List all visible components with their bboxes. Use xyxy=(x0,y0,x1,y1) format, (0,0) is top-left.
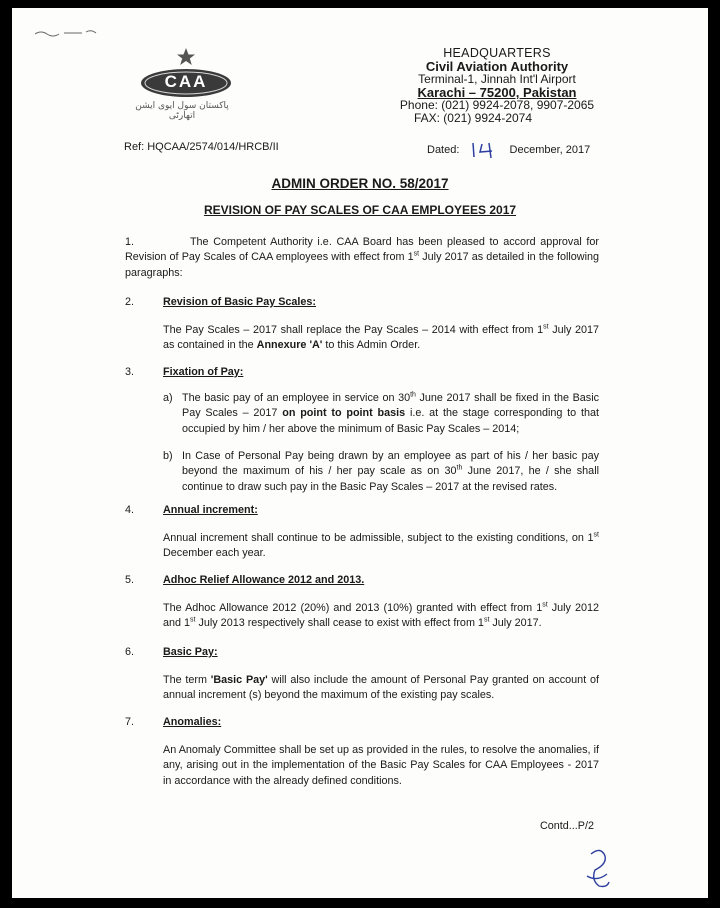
para-text: June 2017, he / she shall continue to draw such pay in the Basic Pay Scales – 2017 at the revised rates. xyxy=(182,465,599,493)
handwritten-day xyxy=(468,141,502,159)
para-text: June 2017 shall be fixed in the Basic Pay Scales – 2017 xyxy=(182,392,599,420)
para-text: July 2017 as contained in the xyxy=(163,324,600,352)
address-line: Terminal-1, Jinnah Int'l Airport xyxy=(418,72,576,86)
section-heading: Revision of Basic Pay Scales: xyxy=(163,296,317,308)
superscript: th xyxy=(456,464,463,472)
dated-rest: December, 2017 xyxy=(509,144,591,156)
superscript: st xyxy=(542,601,548,609)
superscript: st xyxy=(190,616,196,624)
section-6-text xyxy=(163,673,599,704)
caa-logo xyxy=(122,46,242,126)
section-7-text: An Anomaly Committee shall be set up as provided in the rules, to resolve the anomalies, if any, arising out in the implementation of the Basic Pay Scales for CAA Employees - 2017 in accordance with the already defined conditions. xyxy=(163,744,599,787)
para-text: December each year. xyxy=(163,547,266,560)
item-label: a) xyxy=(163,392,173,404)
hq-line: HEADQUARTERS xyxy=(443,46,551,60)
section-number: 6. xyxy=(125,646,135,658)
section-number: 3. xyxy=(125,366,135,378)
superscript: st xyxy=(413,250,420,258)
phone-line: Phone: (021) 9924-2078, 9907-2065 xyxy=(399,98,595,112)
section-heading: Basic Pay: xyxy=(163,646,218,658)
section-number: 2. xyxy=(125,296,135,308)
letterhead-address xyxy=(372,47,622,125)
superscript: st xyxy=(593,531,599,539)
order-title-text: ADMIN ORDER NO. 58/2017 xyxy=(271,176,449,191)
logo-urdu-text: پاکستان سول ایوی ایشن اتھارٹی xyxy=(135,101,229,121)
para-text: to this Admin Order. xyxy=(322,339,421,352)
para-text: July 2017. xyxy=(489,617,542,630)
reference-number: Ref: HQCAA/2574/014/HRCB/II xyxy=(124,141,279,153)
order-title xyxy=(12,176,708,191)
para-text: The Competent Authority i.e. CAA Board has been pleased to accord approval for Revision of Pay Scales of CAA employees with effect from 1 xyxy=(125,236,599,264)
section-3b-text xyxy=(182,449,599,495)
annexure-ref: Annexure 'A' xyxy=(256,339,323,352)
section-heading: Annual increment: xyxy=(163,504,258,516)
para-text: The term xyxy=(163,674,211,686)
para-text: The basic pay of an employee in service on 30 xyxy=(182,392,411,404)
para-text: i.e. at the stage corresponding to that occupied by him / her above the minimum of Basic Pay Scales – 2014; xyxy=(182,407,599,435)
section-heading: Anomalies: xyxy=(163,716,222,728)
logo-text: CAA xyxy=(164,72,208,91)
item-label: b) xyxy=(163,450,173,462)
order-subtitle-text: REVISION OF PAY SCALES OF CAA EMPLOYEES 2017 xyxy=(203,203,517,217)
handwritten-initial xyxy=(577,846,617,892)
para-text: July 2017 as detailed in the following paragraphs: xyxy=(125,251,599,279)
para-text: July 2012 and 1 xyxy=(163,602,599,630)
org-name: Civil Aviation Authority xyxy=(425,59,569,74)
margin-scribble xyxy=(30,22,110,42)
para-text: Annual increment shall continue to be admissible, subject to the existing conditions, on 1 xyxy=(163,532,594,544)
city-line: Karachi – 75200, Pakistan xyxy=(417,85,577,100)
date-line xyxy=(427,141,590,159)
bold-text: 'Basic Pay' xyxy=(210,674,268,686)
paragraph-1 xyxy=(125,235,599,281)
star-icon xyxy=(177,48,195,65)
section-heading: Fixation of Pay: xyxy=(163,366,244,378)
section-4-text xyxy=(163,531,599,562)
para-text: July 2013 respectively shall cease to exist with effect from 1 xyxy=(195,617,484,630)
dated-label: Dated: xyxy=(427,144,460,156)
para-number: 1. xyxy=(125,236,135,248)
section-2-text xyxy=(163,323,599,354)
section-5-text xyxy=(163,601,599,632)
para-text: In Case of Personal Pay being drawn by an employee as part of his / her basic pay beyond the maximum of his / her pay scale as on 30 xyxy=(182,450,599,478)
superscript: st xyxy=(483,616,490,624)
superscript: th xyxy=(410,391,416,399)
section-heading: Adhoc Relief Allowance 2012 and 2013. xyxy=(163,574,365,586)
para-text: The Adhoc Allowance 2012 (20%) and 2013 (10%) granted with effect from 1 xyxy=(163,602,543,614)
section-number: 4. xyxy=(125,504,135,516)
section-3a-text xyxy=(182,391,599,437)
order-subtitle xyxy=(12,203,708,217)
continued-note: Contd...P/2 xyxy=(540,820,595,832)
para-text: The Pay Scales – 2017 shall replace the Pay Scales – 2014 with effect from 1 xyxy=(163,324,544,336)
superscript: st xyxy=(543,323,549,331)
section-number: 7. xyxy=(125,716,135,728)
para-text: will also include the amount of Personal Pay granted on account of annual increment (s) beyond the maximum of the existing pay scales. xyxy=(163,674,599,702)
document-page xyxy=(12,8,708,898)
section-number: 5. xyxy=(125,574,135,586)
fax-line: FAX: (021) 9924-2074 xyxy=(413,111,533,125)
bold-text: on point to point basis xyxy=(282,407,406,420)
